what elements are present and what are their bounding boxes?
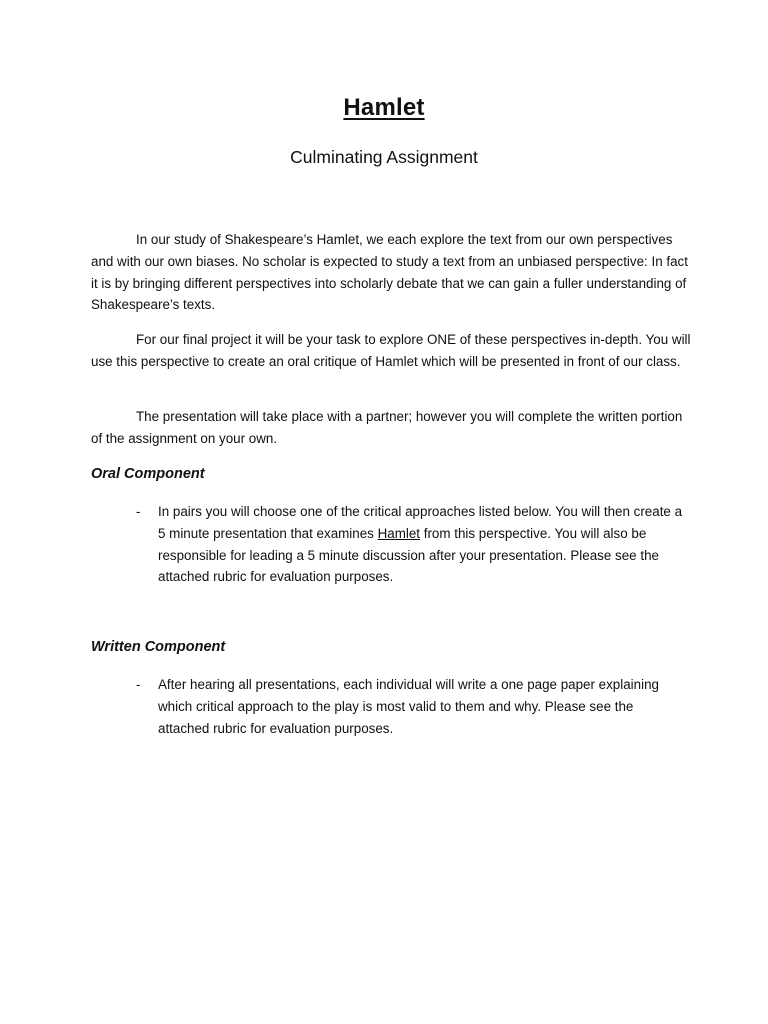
paragraph-text: In our study of Shakespeare’s Hamlet, we each explore the text from our own perspectives and with our own biases. No scholar is expected to study a text from an unbiased perspective: In fact it is by bringing different perspectives into scholarly debate that we can gain a fuller understanding of Shakespeare’s texts. [91, 232, 688, 313]
bullet-dash: - [136, 677, 141, 692]
paragraph-text: For our final project it will be your task to explore ONE of these perspectives in-depth. You will use this perspective to create an oral critique of Hamlet which will be presented in front of our class. [91, 332, 691, 369]
hamlet-underlined-title: Hamlet [377, 525, 421, 541]
bullet-dash: - [136, 504, 141, 519]
intro-paragraph-1 [91, 229, 691, 316]
oral-component-item [91, 501, 691, 588]
oral-component-text [158, 501, 686, 588]
intro-paragraph-2 [91, 329, 691, 373]
page-subtitle: Culminating Assignment [290, 147, 478, 167]
intro-paragraph-3 [91, 406, 691, 450]
oral-text-before: In pairs you will choose one of the critical approaches listed below. You will then create a 5 minute presentation that examines [158, 504, 683, 541]
written-component-item [91, 674, 691, 739]
oral-text-after: from this perspective. You will also be responsible for leading a 5 minute discussion after your presentation. Please see the attached rubric for evaluation purposes. [158, 525, 659, 585]
page-title: Hamlet [343, 94, 425, 121]
paragraph-text: The presentation will take place with a partner; however you will complete the written portion of the assignment on your own. [91, 409, 683, 446]
written-component-heading: Written Component [91, 639, 226, 655]
oral-component-heading: Oral Component [91, 466, 205, 482]
written-component-text: After hearing all presentations, each individual will write a one page paper explaining which critical approach to the play is most valid to them and why. Please see the attached rubric for evaluation purposes. [158, 677, 659, 736]
